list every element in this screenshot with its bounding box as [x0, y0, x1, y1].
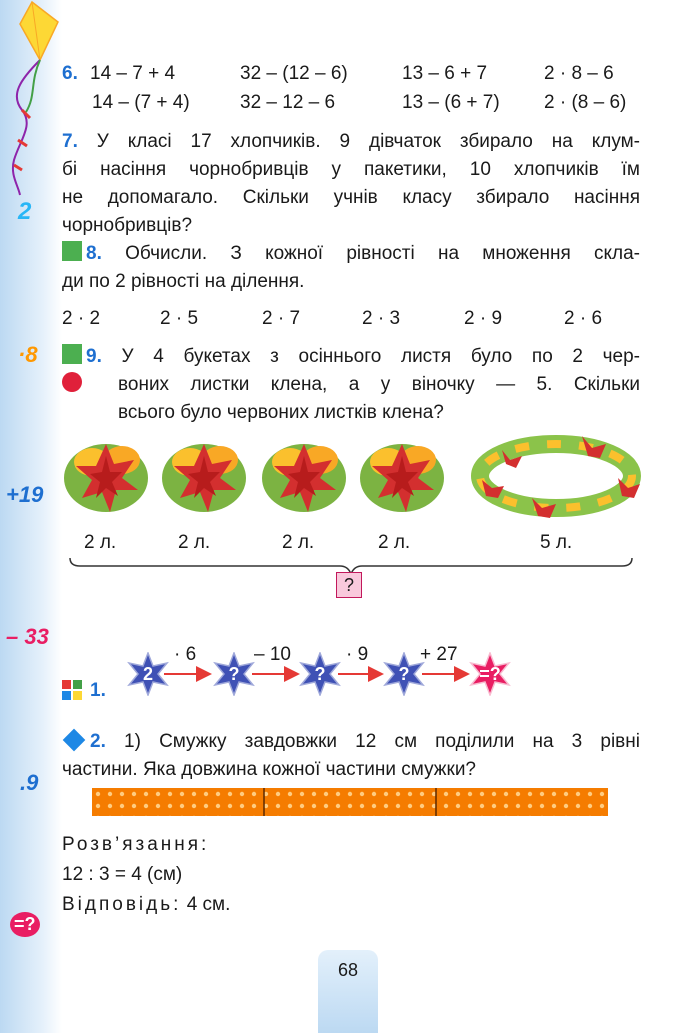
green-square-icon: [62, 344, 82, 364]
ex6-expr: 14 – 7 + 4: [90, 63, 176, 84]
ex8-number: 8.: [86, 243, 102, 264]
ex6-expr: 13 – 6 + 7: [402, 63, 488, 84]
side-mark-2: 2: [18, 198, 32, 225]
side-mark-9: .9: [20, 770, 39, 795]
chain-op: · 9: [346, 644, 369, 665]
paper-strip: [92, 788, 608, 816]
ex8-items: [62, 308, 642, 332]
star-unknown: [212, 652, 256, 696]
solution-label: Розв’язання:: [62, 834, 210, 855]
leaf-label: 2 л.: [378, 532, 411, 553]
ex6-row1: [62, 63, 642, 87]
star-unknown: [298, 652, 342, 696]
ex8-line: Обчисли. З кожної рівності на множення скла-: [125, 243, 640, 264]
ex8-item: 2 · 3: [362, 308, 401, 329]
red-circle-icon: [62, 372, 82, 392]
star-value: =?: [479, 664, 501, 684]
leaf-label: 2 л.: [282, 532, 315, 553]
star-value: ?: [228, 664, 240, 684]
leaf-label: 2 л.: [178, 532, 211, 553]
star-value: ?: [398, 664, 410, 684]
side-mark-eq: =?: [10, 912, 40, 937]
star-start: [126, 652, 170, 696]
leaf-label: 5 л.: [540, 532, 573, 553]
ex7-line: не допомагало. Скільки учнів класу збирало насіння: [62, 187, 640, 208]
leaf-label: 2 л.: [84, 532, 117, 553]
task2-number: 2.: [90, 731, 106, 752]
ex9-line: воних листки клена, а у віночку — 5. Скільки: [118, 374, 640, 395]
ex7-line: чорнобривців?: [62, 215, 193, 236]
task2-line: 1) Смужку завдовжки 12 см поділили на 3 рівні: [124, 731, 640, 752]
chain-op: – 10: [254, 644, 291, 665]
ex6-expr: 32 – (12 – 6): [240, 63, 348, 84]
margin-strip: [0, 0, 62, 1033]
ex7-line: бі насіння чорнобривців у пакетики, 10 хлопчиків їм: [62, 159, 640, 180]
ex7-text: [62, 128, 640, 240]
chain-op: · 6: [174, 644, 197, 665]
star-value: ?: [314, 664, 326, 684]
answer-label: Відповідь:: [62, 894, 182, 915]
ex9-line: всього було червоних листків клена?: [118, 402, 444, 423]
chain-number: 1.: [90, 680, 106, 701]
ex9-text: [62, 343, 640, 427]
ex8-text: [62, 240, 640, 296]
green-square-icon: [62, 241, 82, 261]
ex6-row2: [62, 92, 642, 116]
ex8-item: 2 · 9: [464, 308, 503, 329]
ex8-item: 2 · 6: [564, 308, 603, 329]
colored-squares-icon: [62, 680, 82, 700]
ex6-expr: 2 · (8 – 6): [544, 92, 627, 113]
ex6-expr: 32 – 12 – 6: [240, 92, 336, 113]
star-value: 2: [142, 664, 153, 684]
page-number: 68: [337, 960, 359, 980]
ex8-item: 2 · 7: [262, 308, 301, 329]
answer-box: ?: [336, 572, 362, 598]
ex9-number: 9.: [86, 346, 102, 367]
ex8-line: ди по 2 рівності на ділення.: [62, 271, 305, 292]
ex9-line: У 4 букетах з осіннього листя було по 2 чер-: [121, 346, 641, 367]
ex7-line: У класі 17 хлопчиків. 9 дівчаток збирало на клум-: [96, 131, 640, 152]
answer-line: [62, 894, 230, 916]
kite-icon: [0, 0, 62, 200]
ex6-expr: 14 – (7 + 4): [92, 92, 190, 113]
diamond-icon: [63, 729, 86, 752]
ex6-number: 6.: [62, 63, 78, 84]
solution: 12 : 3 = 4 (см): [62, 864, 183, 885]
side-mark-19: +19: [6, 482, 44, 507]
ex6-expr: 13 – (6 + 7): [402, 92, 500, 113]
side-mark-33: – 33: [6, 624, 49, 649]
ex8-item: 2 · 5: [160, 308, 199, 329]
task2-text: [62, 728, 640, 784]
task2-line: частини. Яка довжина кожної частини смужки?: [62, 759, 477, 780]
side-mark-8: ·8: [18, 342, 38, 367]
page-number-tab: [318, 950, 378, 1033]
ex6-expr: 2 · 8 – 6: [544, 63, 614, 84]
ex8-item: 2 · 2: [62, 308, 101, 329]
ex7-number: 7.: [62, 131, 78, 152]
leaf-illustration: [62, 428, 642, 528]
textbook-page: [62, 0, 695, 1033]
chain-op: + 27: [420, 644, 458, 665]
star-result: [468, 652, 512, 696]
answer-value: 4 см.: [186, 894, 231, 915]
